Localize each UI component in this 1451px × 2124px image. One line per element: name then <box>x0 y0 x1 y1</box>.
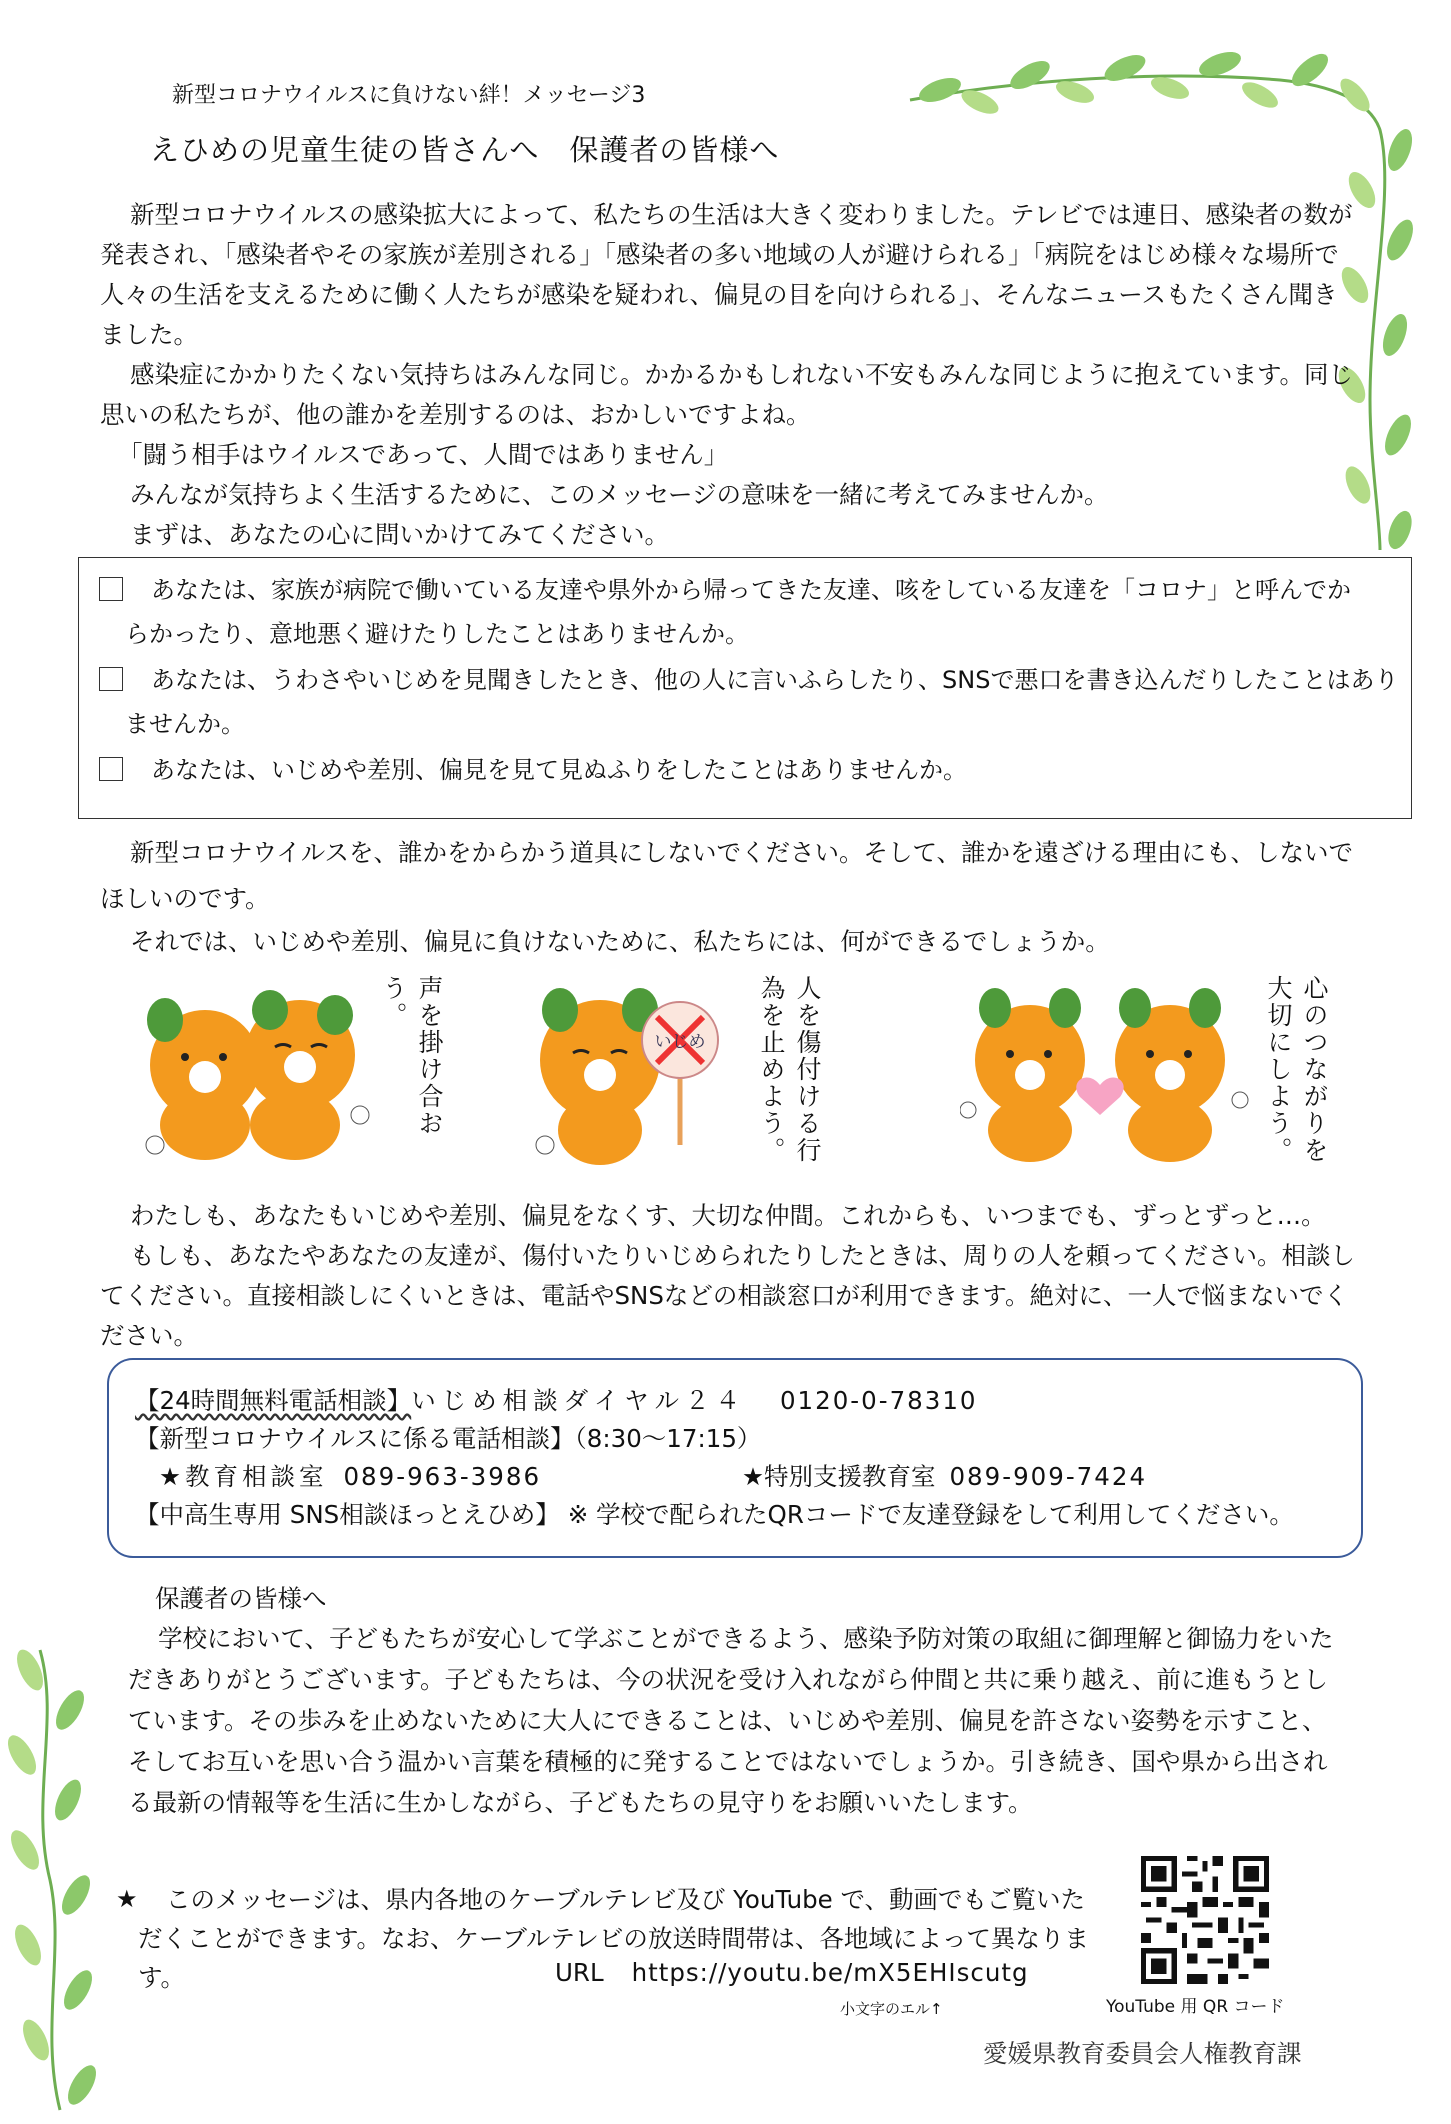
caption-call-out: 声を掛け合おう。 <box>379 975 444 1137</box>
checkbox[interactable] <box>99 577 123 601</box>
guardians-body: 学校において、子どもたちが安心して学ぶことができるよう、感染予防対策の取組に御理解と御協力をいただきありがとうございます。子どもたちは、今の状況を受け入れながら仲間と共に乗り越え、前に進もうとしています。その歩みを止めないために大人にできることは、いじめや差別、偏見を許さない姿勢を示すこと、そしてお互いを思い合う温かい言葉を積極的に発することではないでしょうか。引き続き、国や県から出される最新の情報等を生活に生かしながら、子どもたちの見守りをお願いいたします。 <box>128 1624 1334 1817</box>
hotline-label: 【24時間無料電話相談】 <box>135 1386 412 1415</box>
contact-line-3 <box>159 1458 541 1493</box>
check-item-text: あなたは、家族が病院で働いている友達や県外から帰ってきた友達、咳をしている友達を「コロナ」と呼んでか <box>151 576 1351 604</box>
closing-paragraph-2: もしも、あなたやあなたの友達が、傷付いたりいじめられたりしたときは、周りの人を頼ってください。相談してください。直接相談しにくいときは、電話やSNSなどの相談窓口が利用できます。絶対に、一人で悩まないでください。 <box>100 1241 1355 1350</box>
check-item-1-continued: らかったり、意地悪く避けたりしたことはありませんか。 <box>125 620 749 648</box>
office-education-number[interactable]: 089-963-3986 <box>343 1462 542 1491</box>
check-item-1 <box>99 570 1399 610</box>
mascot-stop-bullying-illustration <box>525 985 735 1170</box>
contact-line-4 <box>135 1496 1294 1531</box>
intro-paragraph-3: みんなが気持ちよく生活するために、このメッセージの意味を一緒に考えてみませんか。 <box>130 480 1109 509</box>
checkbox[interactable] <box>99 667 123 691</box>
office-special-number[interactable]: 089-909-7424 <box>949 1462 1148 1491</box>
footer-star: ★ <box>116 1885 138 1913</box>
contact-line-3b <box>742 1458 1147 1493</box>
intro-paragraph-2: 感染症にかかりたくない気持ちはみんな同じ。かかるかもしれない不安もみんな同じように抱えています。同じ思いの私たちが、他の誰かを差別するのは、おかしいですよね。 <box>100 360 1354 429</box>
issuer: 愛媛県教育委員会人権教育課 <box>983 2039 1302 2068</box>
mascots-heart-illustration <box>960 980 1250 1170</box>
sns-consult-note: ※ 学校で配られたQRコードで友達登録をして利用してください。 <box>567 1500 1294 1529</box>
url-hint: 小文字のエル↑ <box>840 2000 943 2018</box>
mascots-comforting-illustration <box>135 985 375 1165</box>
url-label: URL <box>555 1958 604 1987</box>
contact-line-2 <box>135 1420 761 1455</box>
vine-decoration-bottom-left <box>0 1640 120 2120</box>
office-special-name: ★特別支援教育室 <box>742 1462 936 1491</box>
contact-line-1 <box>135 1382 978 1417</box>
middle-paragraph-2: それでは、いじめや差別、偏見に負けないために、私たちには、何ができるでしょうか。 <box>130 927 1110 956</box>
closing-paragraph-1: わたしも、あなたもいじめや差別、偏見をなくす、大切な仲間。これからも、いつまでも、ずっとずっと…。 <box>130 1201 1326 1230</box>
guardians-heading: 保護者の皆様へ <box>155 1584 327 1613</box>
intro-paragraph-4: まずは、あなたの心に問いかけてみてください。 <box>130 520 669 549</box>
message-subtitle: 新型コロナウイルスに負けない絆！メッセージ3 <box>172 83 646 108</box>
caption-stop-hurting: 人を傷付ける行為を止めよう。 <box>757 975 822 1164</box>
intro-paragraph-1: 新型コロナウイルスの感染拡大によって、私たちの生活は大きく変わりました。テレビでは連日、感染者の数が発表され、「感染者やその家族が差別される」「感染者の多い地域の人が避けられる」「病院をはじめ様々な場所で人々の生活を支えるために働く人たちが感染を疑われ、偏見の目を向けられる」、そんなニュースもたくさん聞きました。 <box>100 200 1353 349</box>
check-item-text: あなたは、いじめや差別、偏見を見て見ぬふりをしたことはありませんか。 <box>151 756 967 784</box>
intro-quote: 「闘う相手はウイルスであって、人間ではありません」 <box>118 440 729 469</box>
check-item-text: あなたは、うわさやいじめを見聞きしたとき、他の人に言いふらしたり、SNSで悪口を書き込んだりしたことはあり <box>151 666 1399 694</box>
youtube-qr-code[interactable] <box>1141 1856 1269 1984</box>
caption-cherish-connection: 心のつながりを大切にしよう。 <box>1264 975 1329 1164</box>
qr-caption: YouTube 用 QR コード <box>1106 1997 1285 2017</box>
sns-consult-label: 【中高生専用 SNS相談ほっとえひめ】 <box>135 1500 560 1529</box>
check-item-3 <box>99 750 1399 790</box>
sign-label: いじめ <box>654 1032 706 1052</box>
hotline-name: いじめ相談ダイヤル２４ <box>411 1386 746 1415</box>
covid-consult-label: 【新型コロナウイルスに係る電話相談】 <box>135 1424 575 1453</box>
page-title: えひめの児童生徒の皆さんへ 保護者の皆様へ <box>150 133 780 167</box>
footer-note: このメッセージは、県内各地のケーブルテレビ及び YouTube で、動画でもご覧いただくことができます。なお、ケーブルテレビの放送時間帯は、各地域によって異なります。 <box>138 1885 1089 1992</box>
checkbox[interactable] <box>99 757 123 781</box>
check-item-2 <box>99 660 1399 700</box>
middle-paragraph-1: 新型コロナウイルスを、誰かをからかう道具にしないでください。そして、誰かを遠ざける理由にも、しないでほしいのです。 <box>100 838 1354 913</box>
youtube-url-link[interactable]: https://youtu.be/mX5EHIscutg <box>631 1958 1029 1987</box>
self-check-list <box>78 557 1412 819</box>
hotline-number[interactable]: 0120-0-78310 <box>779 1386 978 1415</box>
covid-consult-hours: （8:30～17:15） <box>574 1424 762 1453</box>
office-education-name: ★教育相談室 <box>159 1462 328 1491</box>
consultation-contacts <box>107 1358 1363 1558</box>
check-item-2-continued: ませんか。 <box>125 710 245 738</box>
url-row <box>555 1958 1029 1987</box>
